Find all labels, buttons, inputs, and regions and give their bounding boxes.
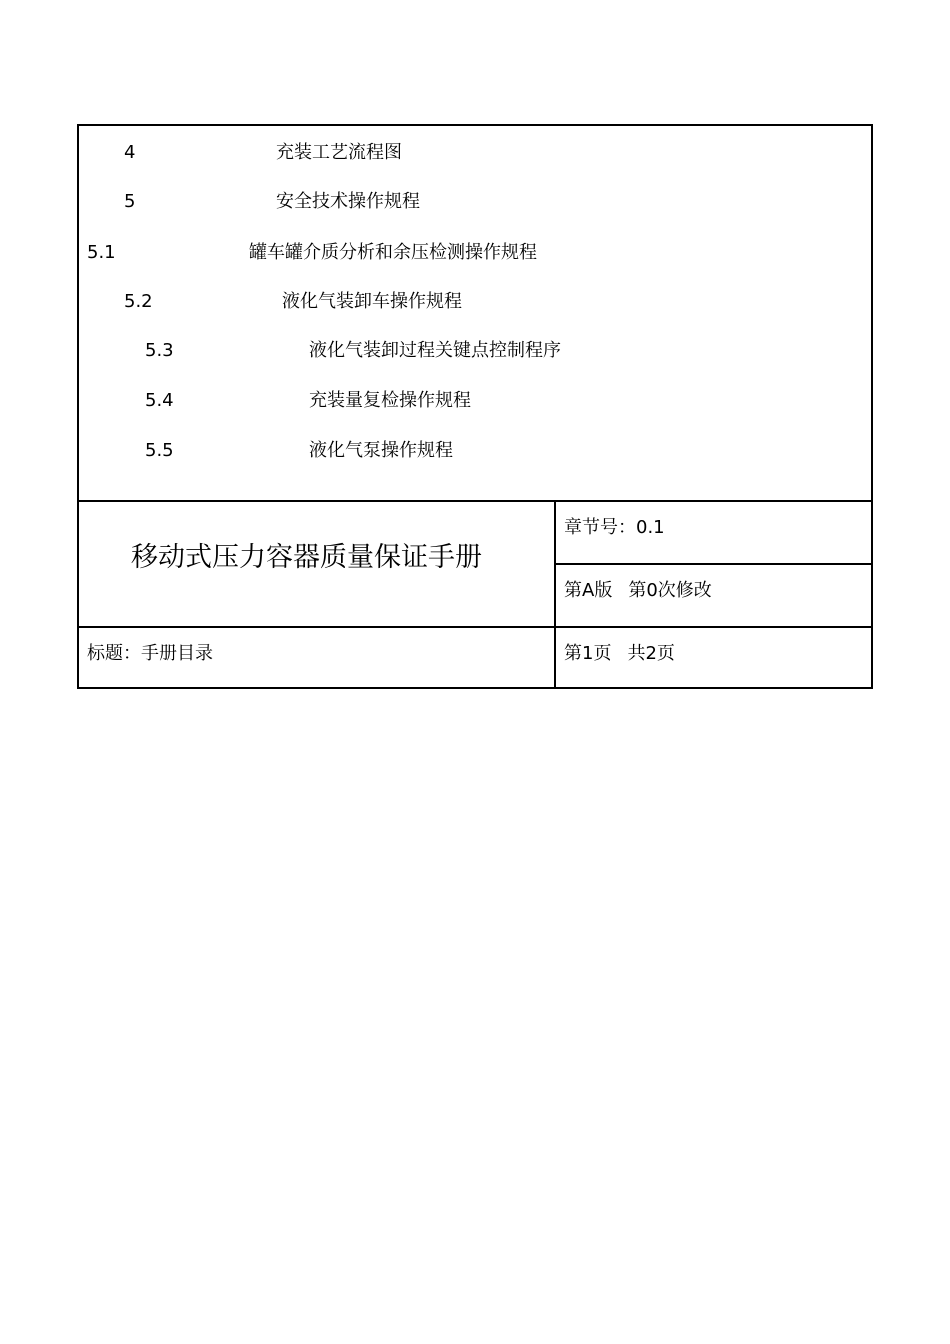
toc-item	[79, 388, 871, 414]
toc-item-title: 液化气装卸过程关键点控制程序	[309, 340, 561, 361]
revision-label: 第0次修改	[628, 580, 712, 601]
toc-item-title: 罐车罐介质分析和余压检测操作规程	[249, 242, 537, 263]
toc-item	[79, 140, 871, 166]
manual-title: 移动式压力容器质量保证手册	[131, 542, 482, 573]
toc-item-number: 5.2	[124, 291, 153, 312]
toc-item	[79, 438, 871, 464]
page-total: 共2页	[627, 643, 675, 664]
version-info	[564, 578, 712, 604]
document-frame	[77, 124, 873, 689]
subject-title: 标题：手册目录	[87, 643, 213, 664]
page-current: 第1页	[564, 643, 612, 664]
toc-item	[79, 338, 871, 364]
toc-item-number: 4	[124, 142, 136, 163]
subject-cell	[79, 628, 556, 689]
toc-item-number: 5.3	[145, 340, 174, 361]
toc-item-title: 充装工艺流程图	[276, 142, 402, 163]
toc-item-title: 充装量复检操作规程	[309, 390, 471, 411]
toc-item	[79, 240, 871, 266]
pages-cell	[556, 628, 871, 689]
manual-title-cell	[79, 502, 556, 628]
chapter-cell	[556, 502, 871, 565]
toc-item-title: 安全技术操作规程	[276, 191, 420, 212]
chapter-number: 章节号：0.1	[564, 517, 665, 538]
toc-item	[79, 289, 871, 315]
page-info	[564, 641, 675, 667]
toc-item-title: 液化气装卸车操作规程	[282, 291, 462, 312]
toc-item-number: 5.1	[87, 242, 116, 263]
toc-item-number: 5	[124, 191, 136, 212]
toc-item-title: 液化气泵操作规程	[309, 440, 453, 461]
edition-label: 第A版	[564, 580, 613, 601]
toc-item-number: 5.4	[145, 390, 174, 411]
toc-item-number: 5.5	[145, 440, 174, 461]
toc-item	[79, 189, 871, 215]
title-block	[79, 500, 871, 689]
version-cell	[556, 565, 871, 628]
table-of-contents	[79, 126, 871, 500]
